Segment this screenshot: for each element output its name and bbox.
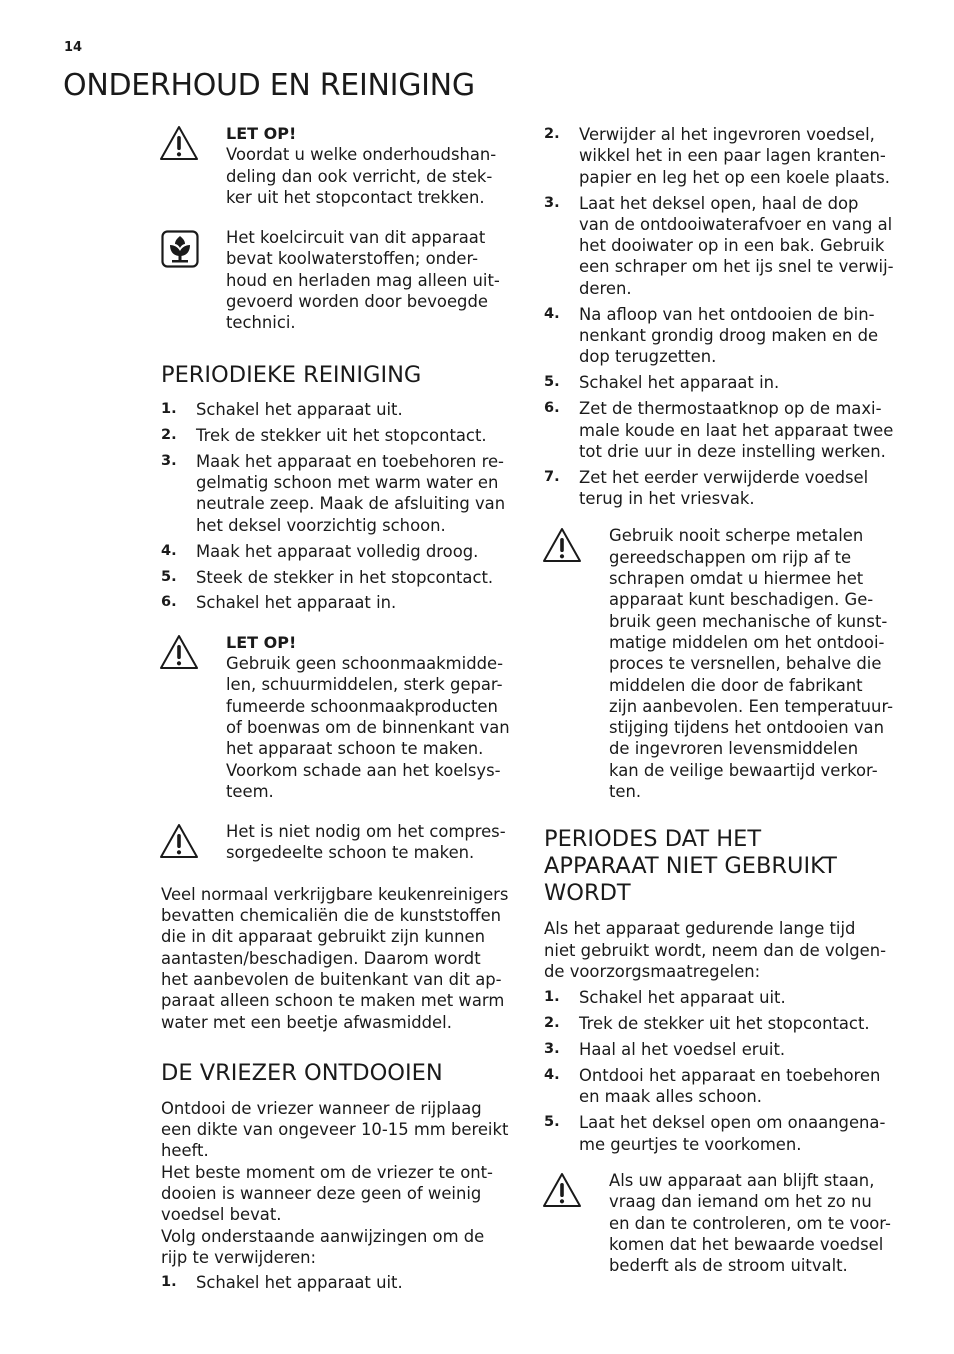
- environment-icon: [161, 230, 199, 268]
- warning-icon: [542, 1172, 582, 1208]
- list-item: 3. Haal al het voedsel eruit.: [544, 1040, 786, 1060]
- list-item: 4. Na afloop van het ontdooien de bin- nenkant grondig droog maken en de dop terugzetten.: [544, 304, 879, 367]
- list-item: 1. Schakel het apparaat uit.: [161, 1273, 403, 1293]
- warning-notice: [161, 821, 513, 864]
- warning-icon: [159, 125, 199, 161]
- section-heading-periodieke-reiniging: PERIODIEKE REINIGING: [161, 361, 422, 388]
- list-item: 5. Schakel het apparaat in.: [544, 373, 780, 393]
- warning-icon: [542, 527, 582, 563]
- right-column: [544, 124, 898, 1277]
- warning-notice: [161, 123, 513, 208]
- list-item: 6. Schakel het apparaat in.: [161, 593, 397, 613]
- body-paragraph: Veel normaal verkrijgbare keukenreinigers bevatten chemicaliën die de kunststoffen die in dit apparaat gebruikt zijn kunnen aantasten/beschadigen. Daarom wordt het aanbevolen de buitenkant van dit ap- paraat alleen schoon te maken met warm water met een beetje afwasmiddel.: [161, 884, 509, 1032]
- page-number: 14: [64, 40, 83, 55]
- list-item: 1. Schakel het apparaat uit.: [161, 399, 403, 419]
- cleaning-steps-list: [161, 399, 513, 614]
- body-paragraph: Ontdooi de vriezer wanneer de rijplaag een dikte van ongeveer 10-15 mm bereikt heeft. Het beste moment om de vriezer te ont- dooien is wanneer deze geen of weinig voedsel bevat. Volg onderstaande aanwijzingen om de rijp te verwijderen:: [161, 1098, 509, 1267]
- environment-notice: [161, 227, 513, 333]
- notice-text: Als uw apparaat aan blijft staan, vraag dan iemand om het zo nu en dan te controleren, om te voor- komen dat het bewaarde voedsel bederft als de stroom uitvalt.: [609, 1171, 891, 1276]
- warning-notice: [161, 632, 513, 802]
- section-heading-de-vriezer-ontdooien: DE VRIEZER ONTDOOIEN: [161, 1059, 443, 1086]
- warning-icon: [159, 823, 199, 859]
- warning-icon: [159, 634, 199, 670]
- list-item: 2. Trek de stekker uit het stopcontact.: [161, 425, 487, 445]
- notice-heading: LET OP!: [226, 124, 297, 143]
- defrost-steps-list: [161, 1272, 513, 1293]
- list-item: 5. Steek de stekker in het stopcontact.: [161, 567, 494, 587]
- notice-text: Gebruik nooit scherpe metalen gereedschappen om rijp af te schrapen omdat u hiermee het apparaat kunt beschadigen. Ge- bruik geen mechanische of kunst- matige middelen om het ontdooi- proces te versnellen, behalve die middelen die door de fabrikant zijn aanbevolen. Een temperatuur- stijging tijdens het ontdooien van de ingevroren levensmiddelen kan de veilige bewaartijd verkor- ten.: [609, 526, 894, 802]
- notice-heading: LET OP!: [226, 632, 297, 652]
- warning-notice: [544, 1170, 898, 1276]
- notice-text: Het koelcircuit van dit apparaat bevat koolwaterstoffen; onder- houd en herladen mag alleen uit- gevoerd worden door bevoegde technici.: [226, 228, 500, 333]
- list-item: 1. Schakel het apparaat uit.: [544, 988, 786, 1008]
- warning-notice: [544, 525, 898, 802]
- notice-text: Het is niet nodig om het compres- sorgedeelte schoon te maken.: [226, 822, 506, 863]
- list-item: 6. Zet de thermostaatknop op de maxi- male koude en laat het apparaat twee tot drie uur in deze instelling werken.: [544, 399, 894, 461]
- list-item: 2. Trek de stekker uit het stopcontact.: [544, 1014, 870, 1034]
- list-item: 3. Laat het deksel open, haal de dop van de ontdooiwaterafvoer en vang al het dooiwater op in een bak. Gebruik een schraper om het ijs snel te verwij- deren.: [544, 193, 894, 298]
- defrost-steps-list-continued: [544, 124, 898, 509]
- list-item: 2. Verwijder al het ingevroren voedsel, wikkel het in een paar lagen kranten- papier en leg het op een koele plaats.: [544, 125, 890, 187]
- notice-text: Voordat u welke onderhoudshan- deling dan ook verricht, de stek- ker uit het stopcontact trekken.: [226, 145, 497, 207]
- left-column: [161, 123, 513, 1298]
- body-paragraph: Als het apparaat gedurende lange tijd niet gebruikt wordt, neem dan de volgen- de voorzorgsmaatregelen:: [544, 919, 887, 981]
- list-item: 4. Ontdooi het apparaat en toebehoren en maak alles schoon.: [544, 1066, 881, 1107]
- list-item: 3. Maak het apparaat en toebehoren re- gelmatig schoon met warm water en neutrale zeep. Maak de afsluiting van het deksel voorzichtig schoon.: [161, 451, 506, 535]
- section-heading-periodes-niet-gebruikt: PERIODES DAT HET APPARAAT NIET GEBRUIKT WORDT: [544, 826, 837, 907]
- storage-steps-list: [544, 987, 898, 1155]
- list-item: 7. Zet het eerder verwijderde voedsel terug in het vriesvak.: [544, 467, 869, 509]
- page-title: ONDERHOUD EN REINIGING: [63, 68, 475, 103]
- list-item: 5. Laat het deksel open om onaangena- me geurtjes te voorkomen.: [544, 1113, 886, 1154]
- notice-text: Gebruik geen schoonmaakmidde- len, schuurmiddelen, sterk gepar- fumeerde schoonmaakproducten of boenwas om de binnenkant van het apparaat schoon te maken. Voorkom schade aan het koelsys- teem.: [226, 654, 510, 801]
- list-item: 4. Maak het apparaat volledig droog.: [161, 541, 479, 561]
